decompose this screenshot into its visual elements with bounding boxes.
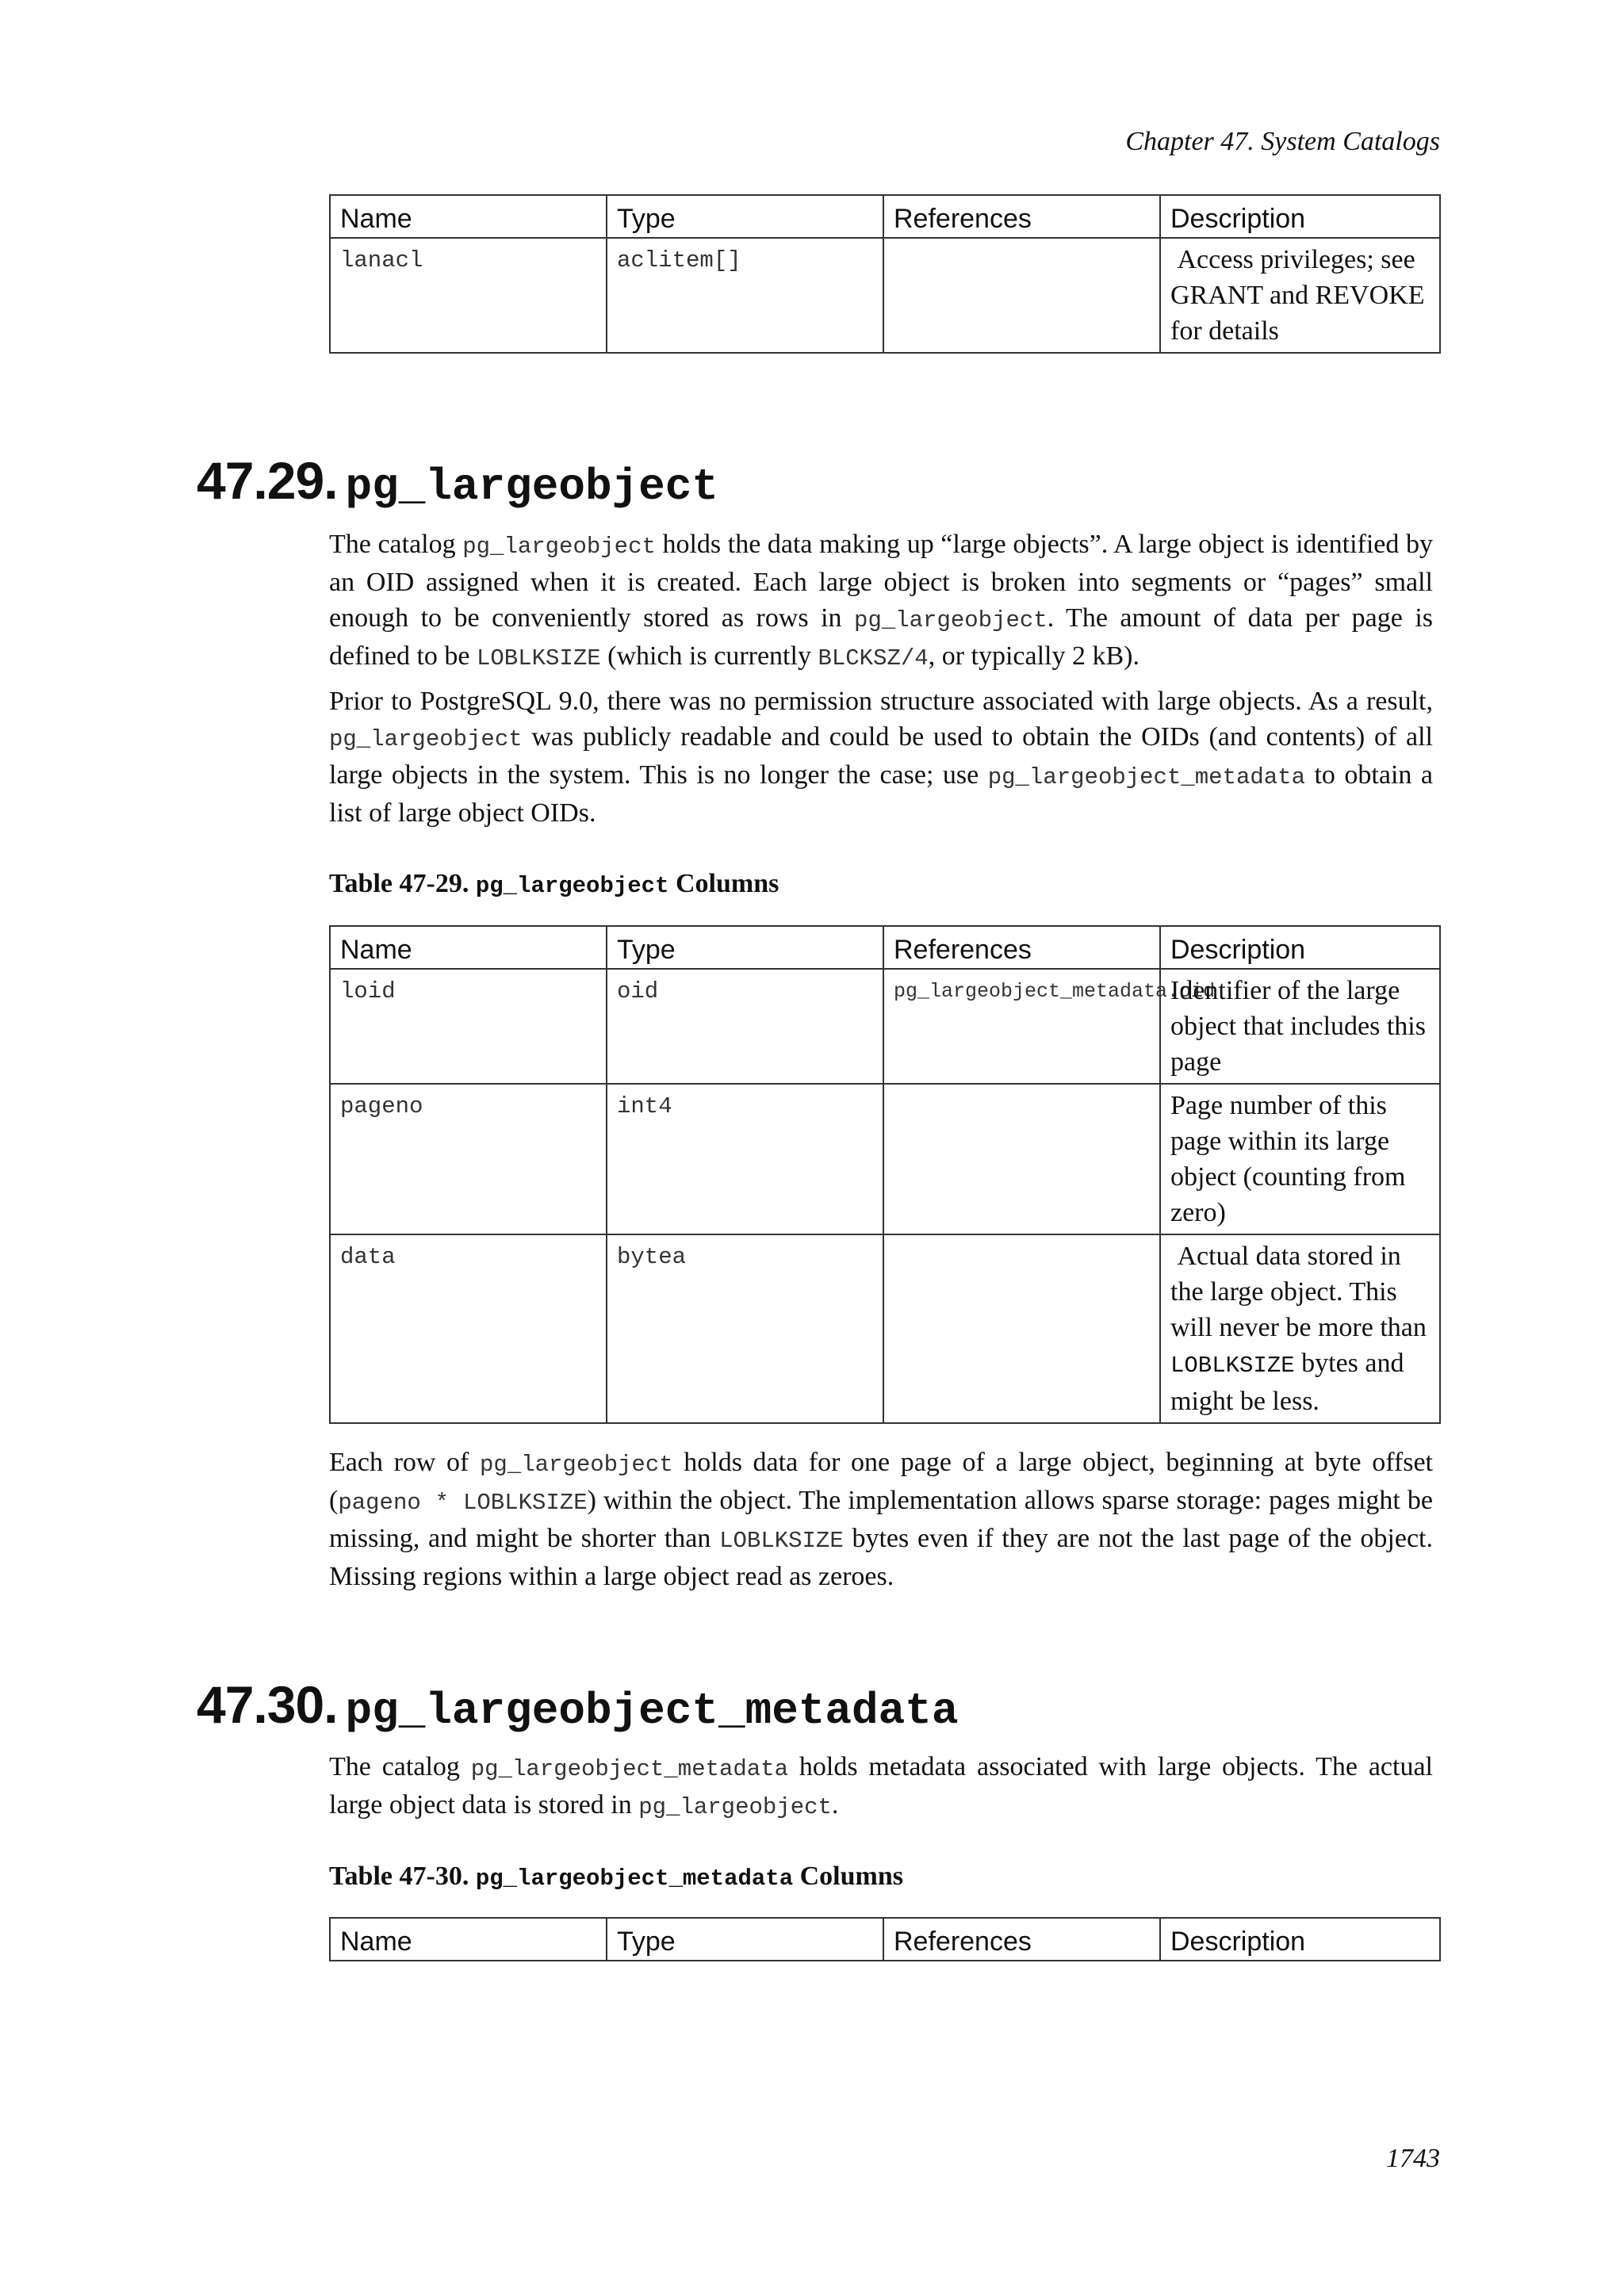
- table-caption-47-30: Table 47-30. pg_largeobject_metadata Columns: [329, 1862, 903, 1892]
- column-header-description: Description: [1160, 195, 1440, 238]
- cell-type: int4: [607, 1084, 883, 1234]
- table-row: [330, 238, 1440, 353]
- running-header: Chapter 47. System Catalogs: [1125, 127, 1440, 156]
- cell-references: [883, 1234, 1160, 1423]
- pg-largeobject-columns-table: [329, 925, 1441, 1424]
- cell-description: Identifier of the large object that includes this page: [1160, 969, 1440, 1084]
- table-header-row: [330, 195, 1440, 238]
- intro-paragraph: The catalog pg_largeobject holds the data making up “large objects”. A large object is identified by an OID assigned when it is created. Each large object is broken into segments or “pages” small enough to be conveniently stored as rows in pg_largeobject. The amount of data per page is defined to be LOBLKSIZE (which is currently BLCKSZ/4, or typically 2 kB).: [329, 530, 1434, 672]
- column-header-type: Type: [607, 926, 883, 969]
- column-header-references: References: [883, 1918, 1160, 1961]
- pg-largeobject-metadata-columns-table: [329, 1917, 1441, 1961]
- cell-type: bytea: [607, 1234, 883, 1423]
- cell-name: lanacl: [330, 238, 607, 353]
- table-row: [330, 1234, 1440, 1423]
- history-paragraph: Prior to PostgreSQL 9.0, there was no permission structure associated with large objects. As a result, pg_largeobject was publicly readable and could be used to obtain the OIDs (and contents) of all large objects in the system. This is no longer the case; use pg_largeobject_metadata to obtain a list of large object OIDs.: [329, 687, 1433, 828]
- section-number: 47.29.: [197, 451, 338, 510]
- section-heading-47-30: [197, 1674, 958, 1736]
- column-header-name: Name: [330, 926, 607, 969]
- table-header-row: [330, 1918, 1440, 1961]
- cell-references: [883, 238, 1160, 353]
- cell-type: aclitem[]: [607, 238, 883, 353]
- cell-description: Page number of this page within its large object (counting from zero): [1160, 1084, 1440, 1234]
- column-header-references: References: [883, 195, 1160, 238]
- cell-references: [883, 1084, 1160, 1234]
- section-number: 47.30.: [197, 1675, 338, 1734]
- metadata-intro-paragraph: The catalog pg_largeobject_metadata holds metadata associated with large objects. The actual large object data is stored in pg_largeobject.: [329, 1752, 1433, 1820]
- storage-paragraph: Each row of pg_largeobject holds data for one page of a large object, beginning at byte offset (pageno * LOBLKSIZE) within the object. The implementation allows sparse storage: pages might be missing, and might be shorter than LOBLKSIZE bytes even if they are not the last page of the object. Missing regions within a large object read as zeroes.: [329, 1448, 1434, 1591]
- cell-description: Actual data stored in the large object. This will never be more than LOBLKSIZE bytes and might be less.: [1160, 1234, 1440, 1423]
- column-header-type: Type: [607, 195, 883, 238]
- column-header-name: Name: [330, 195, 607, 238]
- table-row: [330, 1084, 1440, 1234]
- column-header-description: Description: [1160, 1918, 1440, 1961]
- cell-name: loid: [330, 969, 607, 1084]
- table-header-row: [330, 926, 1440, 969]
- column-header-references: References: [883, 926, 1160, 969]
- cell-type: oid: [607, 969, 883, 1084]
- cell-name: data: [330, 1234, 607, 1423]
- page-number: 1743: [1386, 2144, 1440, 2173]
- column-header-type: Type: [607, 1918, 883, 1961]
- continued-columns-table: [329, 194, 1441, 354]
- section-title: pg_largeobject_metadata: [345, 1686, 959, 1736]
- column-header-description: Description: [1160, 926, 1440, 969]
- section-title: pg_largeobject: [345, 461, 718, 512]
- table-row: [330, 969, 1440, 1084]
- cell-name: pageno: [330, 1084, 607, 1234]
- cell-description: Access privileges; see GRANT and REVOKE for details: [1160, 238, 1440, 353]
- table-caption-47-29: Table 47-29. pg_largeobject Columns: [329, 869, 779, 899]
- cell-references: pg_largeobject_metadata.oid: [883, 969, 1160, 1084]
- section-heading-47-29: [197, 450, 718, 512]
- column-header-name: Name: [330, 1918, 607, 1961]
